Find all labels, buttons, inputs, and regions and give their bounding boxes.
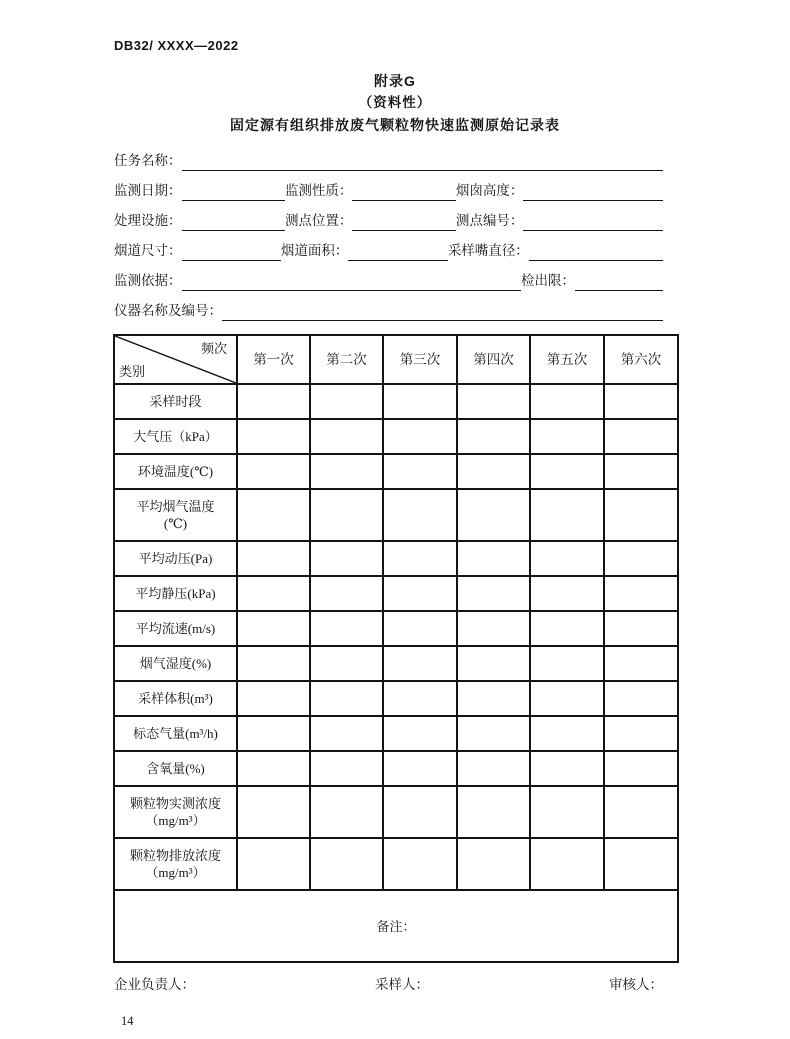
data-cell-avg-dynamic-pressure-3[interactable]	[383, 541, 457, 576]
table-row-avg-dynamic-pressure	[114, 541, 678, 576]
data-cell-flue-gas-humidity-4[interactable]	[457, 646, 530, 681]
row-label-standard-gas-flow	[114, 716, 237, 751]
treatment-facility-field[interactable]	[182, 212, 285, 231]
data-cell-oxygen-content-2[interactable]	[310, 751, 383, 786]
data-cell-pm-emission-concentration-5[interactable]	[530, 838, 604, 890]
data-cell-standard-gas-flow-1[interactable]	[237, 716, 310, 751]
data-cell-standard-gas-flow-5[interactable]	[530, 716, 604, 751]
table-row-avg-static-pressure	[114, 576, 678, 611]
data-cell-avg-dynamic-pressure-1[interactable]	[237, 541, 310, 576]
data-cell-sampling-period-6[interactable]	[604, 384, 678, 419]
table-row-oxygen-content	[114, 751, 678, 786]
data-cell-oxygen-content-6[interactable]	[604, 751, 678, 786]
stack-height-label: 烟囱高度：	[455, 183, 524, 198]
monitor-nature-label: 监测性质：	[284, 183, 353, 198]
data-cell-sampling-period-3[interactable]	[383, 384, 457, 419]
data-cell-avg-flow-velocity-5[interactable]	[530, 611, 604, 646]
data-cell-oxygen-content-1[interactable]	[237, 751, 310, 786]
data-cell-sampling-period-1[interactable]	[237, 384, 310, 419]
column-header-4: 第四次	[457, 335, 530, 384]
table-row-ambient-temperature	[114, 454, 678, 489]
table-row-sampling-volume	[114, 681, 678, 716]
row-label-line: 含氧量(%)	[146, 761, 205, 776]
duct-area-label: 烟道面积：	[280, 243, 349, 258]
point-location-field[interactable]	[352, 212, 455, 231]
task-name-field[interactable]	[182, 152, 664, 171]
data-cell-avg-static-pressure-6[interactable]	[604, 576, 678, 611]
row-label-line: 平均流速(m/s)	[135, 621, 216, 636]
data-cell-sampling-volume-4[interactable]	[457, 681, 530, 716]
data-cell-sampling-period-2[interactable]	[310, 384, 383, 419]
data-cell-ambient-temperature-5[interactable]	[530, 454, 604, 489]
treatment-facility-row	[114, 209, 663, 231]
duct-size-row	[114, 239, 663, 261]
monitor-date-field[interactable]	[182, 182, 285, 201]
detection-limit-label: 检出限：	[521, 273, 575, 288]
data-cell-avg-static-pressure-4[interactable]	[457, 576, 530, 611]
data-cell-sampling-volume-3[interactable]	[383, 681, 457, 716]
data-cell-avg-flue-gas-temperature-5[interactable]	[530, 489, 604, 541]
monitor-basis-field[interactable]	[182, 272, 522, 291]
corner-label-category: 类别	[119, 364, 146, 379]
table-row-avg-flue-gas-temperature	[114, 489, 678, 541]
corner-header-cell	[114, 335, 237, 384]
row-label-atmospheric-pressure	[114, 419, 237, 454]
row-label-line: 烟气湿度(%)	[139, 656, 212, 671]
data-cell-pm-emission-concentration-2[interactable]	[310, 838, 383, 890]
monitor-date-label: 监测日期：	[114, 183, 182, 198]
data-cell-standard-gas-flow-3[interactable]	[383, 716, 457, 751]
doc-code: DB32/ XXXX—2022	[114, 38, 239, 53]
data-cell-ambient-temperature-1[interactable]	[237, 454, 310, 489]
remark-row	[114, 890, 678, 962]
duct-size-field[interactable]	[182, 242, 281, 261]
column-header-6: 第六次	[604, 335, 678, 384]
row-label-pm-emission-concentration	[114, 838, 237, 890]
instrument-field[interactable]	[222, 302, 663, 321]
row-label-line: 采样时段	[149, 394, 202, 409]
data-cell-avg-static-pressure-3[interactable]	[383, 576, 457, 611]
company-head-label: 企业负责人：	[114, 977, 195, 992]
data-cell-pm-emission-concentration-4[interactable]	[457, 838, 530, 890]
data-cell-pm-emission-concentration-1[interactable]	[237, 838, 310, 890]
data-cell-avg-static-pressure-2[interactable]	[310, 576, 383, 611]
row-label-avg-static-pressure	[114, 576, 237, 611]
row-label-line: 环境温度(℃)	[137, 464, 214, 479]
data-cell-sampling-volume-1[interactable]	[237, 681, 310, 716]
row-label-sampling-period	[114, 384, 237, 419]
data-cell-flue-gas-humidity-3[interactable]	[383, 646, 457, 681]
table-row-sampling-period	[114, 384, 678, 419]
row-label-line: 采样体积(m³)	[138, 691, 213, 706]
data-cell-avg-flow-velocity-4[interactable]	[457, 611, 530, 646]
data-cell-avg-static-pressure-5[interactable]	[530, 576, 604, 611]
data-cell-avg-static-pressure-1[interactable]	[237, 576, 310, 611]
remark-cell[interactable]	[114, 890, 678, 962]
row-label-line: 平均动压(Pa)	[138, 551, 213, 566]
data-cell-avg-flue-gas-temperature-2[interactable]	[310, 489, 383, 541]
table-row-pm-emission-concentration	[114, 838, 678, 890]
detection-limit-field[interactable]	[575, 272, 663, 291]
remark-label: 备注：	[376, 918, 416, 934]
row-label-line: 颗粒物排放浓度	[129, 848, 221, 863]
page-number: 14	[121, 1014, 134, 1028]
data-cell-avg-flue-gas-temperature-1[interactable]	[237, 489, 310, 541]
table-row-pm-measured-concentration	[114, 786, 678, 838]
informative-label: （资料性）	[358, 95, 432, 110]
column-header-5: 第五次	[530, 335, 604, 384]
monitor-nature-field[interactable]	[352, 182, 455, 201]
data-cell-pm-measured-concentration-3[interactable]	[383, 786, 457, 838]
data-cell-standard-gas-flow-6[interactable]	[604, 716, 678, 751]
data-cell-sampling-volume-6[interactable]	[604, 681, 678, 716]
data-cell-avg-flow-velocity-1[interactable]	[237, 611, 310, 646]
data-cell-ambient-temperature-6[interactable]	[604, 454, 678, 489]
data-cell-atmospheric-pressure-6[interactable]	[604, 419, 678, 454]
column-header-2: 第二次	[310, 335, 383, 384]
data-cell-pm-emission-concentration-3[interactable]	[383, 838, 457, 890]
column-header-1: 第一次	[237, 335, 310, 384]
monitoring-record-table	[113, 334, 679, 963]
form-header-area	[114, 149, 663, 321]
row-label-line: 平均静压(kPa)	[135, 586, 216, 601]
nozzle-diameter-label: 采样嘴直径：	[447, 243, 529, 258]
data-cell-atmospheric-pressure-4[interactable]	[457, 419, 530, 454]
point-number-label: 测点编号：	[455, 213, 524, 228]
column-header-3: 第三次	[383, 335, 457, 384]
stack-height-field[interactable]	[523, 182, 663, 201]
table-row-avg-flow-velocity	[114, 611, 678, 646]
monitor-date-row	[114, 179, 663, 201]
data-cell-avg-flue-gas-temperature-4[interactable]	[457, 489, 530, 541]
data-cell-avg-dynamic-pressure-4[interactable]	[457, 541, 530, 576]
data-cell-avg-dynamic-pressure-6[interactable]	[604, 541, 678, 576]
data-cell-sampling-period-5[interactable]	[530, 384, 604, 419]
data-cell-avg-dynamic-pressure-2[interactable]	[310, 541, 383, 576]
corner-label-frequency: 频次	[200, 341, 227, 356]
data-cell-sampling-volume-2[interactable]	[310, 681, 383, 716]
data-cell-avg-dynamic-pressure-5[interactable]	[530, 541, 604, 576]
data-cell-ambient-temperature-4[interactable]	[457, 454, 530, 489]
data-cell-avg-flow-velocity-2[interactable]	[310, 611, 383, 646]
data-cell-sampling-period-4[interactable]	[457, 384, 530, 419]
table-row-standard-gas-flow	[114, 716, 678, 751]
data-cell-atmospheric-pressure-5[interactable]	[530, 419, 604, 454]
data-cell-pm-measured-concentration-4[interactable]	[457, 786, 530, 838]
data-cell-ambient-temperature-2[interactable]	[310, 454, 383, 489]
row-label-line: （mg/m³）	[145, 865, 206, 880]
row-label-line: 平均烟气温度	[136, 499, 215, 514]
row-label-avg-flue-gas-temperature	[114, 489, 237, 541]
instrument-row	[114, 299, 663, 321]
table-header-row	[114, 335, 678, 384]
title-block	[0, 70, 790, 136]
row-label-sampling-volume	[114, 681, 237, 716]
row-label-pm-measured-concentration	[114, 786, 237, 838]
duct-size-label: 烟道尺寸：	[114, 243, 182, 258]
reviewer-label: 审核人：	[609, 977, 663, 992]
table-row-atmospheric-pressure	[114, 419, 678, 454]
data-cell-sampling-volume-5[interactable]	[530, 681, 604, 716]
row-label-avg-flow-velocity	[114, 611, 237, 646]
data-cell-oxygen-content-3[interactable]	[383, 751, 457, 786]
data-cell-ambient-temperature-3[interactable]	[383, 454, 457, 489]
row-label-line: 标态气量(m³/h)	[133, 726, 218, 741]
treatment-facility-label: 处理设施：	[114, 213, 182, 228]
data-cell-flue-gas-humidity-6[interactable]	[604, 646, 678, 681]
data-cell-atmospheric-pressure-2[interactable]	[310, 419, 383, 454]
data-cell-pm-measured-concentration-5[interactable]	[530, 786, 604, 838]
duct-area-field[interactable]	[348, 242, 447, 261]
instrument-label: 仪器名称及编号：	[114, 303, 222, 318]
data-cell-avg-flue-gas-temperature-6[interactable]	[604, 489, 678, 541]
data-cell-pm-emission-concentration-6[interactable]	[604, 838, 678, 890]
point-number-field[interactable]	[523, 212, 663, 231]
data-cell-oxygen-content-5[interactable]	[530, 751, 604, 786]
row-label-flue-gas-humidity	[114, 646, 237, 681]
data-cell-pm-measured-concentration-1[interactable]	[237, 786, 310, 838]
signature-row	[114, 976, 663, 993]
row-label-line: （mg/m³）	[145, 813, 206, 828]
data-cell-pm-measured-concentration-6[interactable]	[604, 786, 678, 838]
monitor-basis-label: 监测依据：	[114, 273, 182, 288]
data-cell-pm-measured-concentration-2[interactable]	[310, 786, 383, 838]
appendix-title: 附录G	[374, 73, 416, 89]
task-name-row	[114, 149, 663, 171]
row-label-line: 大气压（kPa）	[133, 429, 218, 444]
sampler-label: 采样人：	[375, 977, 429, 992]
data-cell-flue-gas-humidity-1[interactable]	[237, 646, 310, 681]
nozzle-diameter-field[interactable]	[529, 242, 663, 261]
task-name-label: 任务名称：	[114, 153, 182, 168]
data-cell-flue-gas-humidity-5[interactable]	[530, 646, 604, 681]
row-label-line: (℃)	[163, 516, 188, 531]
data-cell-avg-flow-velocity-3[interactable]	[383, 611, 457, 646]
table-row-flue-gas-humidity	[114, 646, 678, 681]
row-label-ambient-temperature	[114, 454, 237, 489]
data-cell-atmospheric-pressure-1[interactable]	[237, 419, 310, 454]
data-cell-avg-flue-gas-temperature-3[interactable]	[383, 489, 457, 541]
data-cell-oxygen-content-4[interactable]	[457, 751, 530, 786]
point-location-label: 测点位置：	[284, 213, 353, 228]
data-cell-standard-gas-flow-4[interactable]	[457, 716, 530, 751]
row-label-line: 颗粒物实测浓度	[129, 796, 221, 811]
monitor-basis-row	[114, 269, 663, 291]
data-cell-flue-gas-humidity-2[interactable]	[310, 646, 383, 681]
row-label-avg-dynamic-pressure	[114, 541, 237, 576]
data-cell-avg-flow-velocity-6[interactable]	[604, 611, 678, 646]
page-title: 固定源有组织排放废气颗粒物快速监测原始记录表	[230, 117, 560, 133]
data-cell-standard-gas-flow-2[interactable]	[310, 716, 383, 751]
row-label-oxygen-content	[114, 751, 237, 786]
data-cell-atmospheric-pressure-3[interactable]	[383, 419, 457, 454]
